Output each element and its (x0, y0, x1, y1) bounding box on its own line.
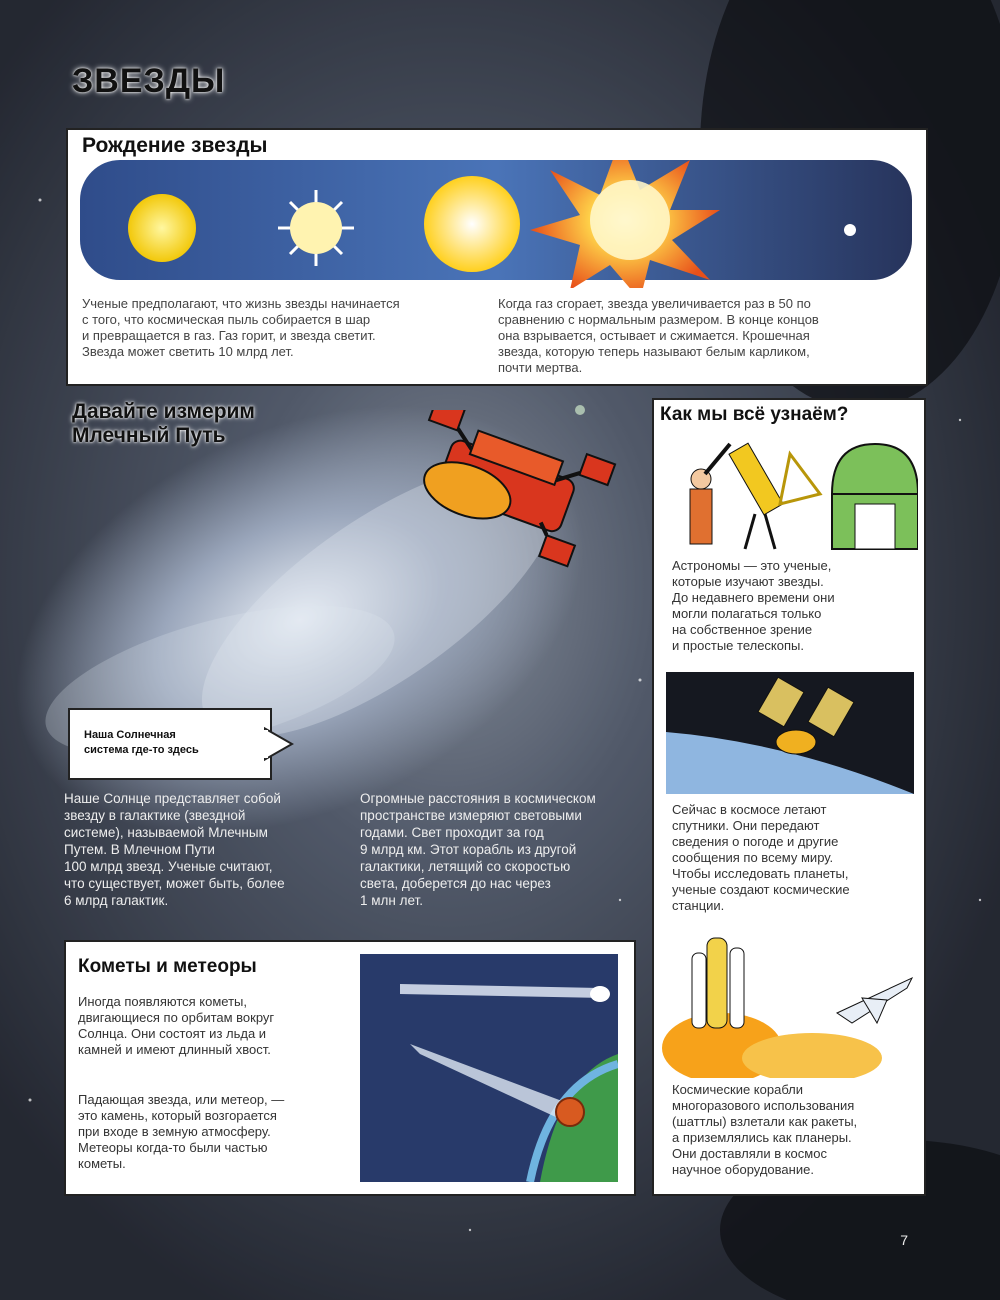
comets-text-1: Иногда появляются кометы, двигающиеся по орбитам вокруг Солнца. Они состоят из льда и камней и имеют длинный хвост. (78, 994, 275, 1057)
how-text-1: Астрономы — это ученые, которые изучают звезды. До недавнего времени они могли полагаться только на собственное зрение и простые телескопы. (672, 558, 835, 653)
shuttle-illustration (662, 928, 916, 1078)
page-title: ЗВЕЗДЫ (72, 62, 226, 100)
satellite-illustration (666, 672, 914, 794)
mature-star-icon (424, 176, 520, 272)
how-heading: Как мы всё узнаём? (660, 404, 849, 425)
white-dwarf-icon (844, 224, 856, 236)
astronomers-illustration (660, 434, 918, 552)
shuttle-landing-icon (837, 978, 912, 1023)
comets-text-2: Падающая звезда, или метеор, — это камень, который возгорается при входе в земную атмосферу. Метеоры когда-то были частью кометы. (78, 1092, 285, 1171)
milky-way-text-left: Наше Солнце представляет собой звезду в галактике (звездной системе), называемой Млечным Путем. В Млечном Пути 100 млрд звезд. Ученые считают, что существует, может быть, более 6 млрд галактик. (64, 791, 285, 908)
milky-way-heading: Давайте измерим Млечный Путь (72, 400, 255, 447)
how-text-2: Сейчас в космосе летают спутники. Они передают сведения о погоде и другие сообщения по всему миру. Чтобы исследовать планеты, ученые создают космические станции. (672, 802, 850, 913)
shuttle-launch-icon (692, 938, 744, 1028)
how-panel (652, 398, 926, 1196)
page-number: 7 (900, 1232, 908, 1248)
birth-text-left: Ученые предполагают, что жизнь звезды начинается с того, что космическая пыль собирается в шар и превращается в газ. Газ горит, и звезда светит. Звезда может светить 10 млрд лет. (82, 296, 400, 359)
telescope-icon (729, 443, 820, 549)
protostar-icon (128, 194, 196, 262)
comets-panel (64, 940, 636, 1196)
comets-heading: Кометы и метеоры (78, 956, 257, 977)
callout-text: Наша Солнечная система где-то здесь (84, 729, 199, 756)
callout-arrow-icon (264, 724, 294, 764)
star-lifecycle-illustration (80, 160, 912, 288)
solar-system-callout (68, 708, 272, 780)
birth-heading: Рождение звезды (82, 134, 268, 157)
comet-meteor-illustration (360, 954, 618, 1182)
spaceship-illustration (400, 410, 620, 570)
astronomer-icon (690, 444, 730, 544)
birth-text-right: Когда газ сгорает, звезда увеличивается раз в 50 по сравнению с нормальным размером. В конце концов она взрывается, остывает и сжимается. Крошечная звезда, которую теперь называют белым карликом, почти мертва. (498, 296, 819, 375)
how-text-3: Космические корабли многоразового использования (шаттлы) взлетали как ракеты, а приземлялись как планеры. Они доставляли в космос научное оборудование. (672, 1082, 858, 1177)
milky-way-text-right: Огромные расстояния в космическом пространстве измеряют световыми годами. Свет проходит за год 9 млрд км. Этот корабль из другой галактики, летящий со скоростью света, доберется до нас через 1 млн лет. (360, 791, 596, 908)
birth-panel (66, 128, 928, 386)
observatory-icon (832, 444, 918, 549)
